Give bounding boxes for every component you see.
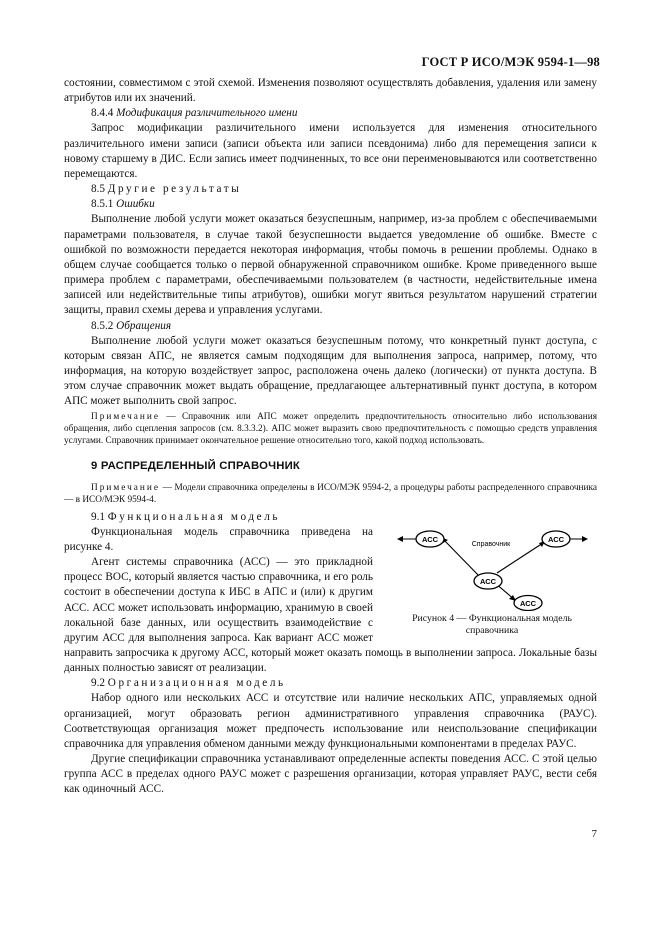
section-number: 8.5.2 [91, 319, 114, 332]
section-number: 9.1 [91, 510, 105, 523]
section-title: Обращения [116, 319, 172, 332]
section-heading-8-5-1 [64, 197, 597, 212]
section-number: 8.4.4 [91, 107, 114, 120]
directory-label: Справочник [471, 540, 511, 548]
acc-label: АСС [479, 576, 497, 586]
section-heading-9-2 [64, 676, 597, 691]
page-content [64, 76, 597, 798]
section-title: Другие результаты [107, 183, 242, 196]
section-heading-8-5-2 [64, 319, 597, 334]
section-title: Функциональная модель [107, 510, 281, 523]
paragraph: Набор одного или нескольких АСС и отсутствие или наличие нескольких АПС, управляемых одной организацией, могут образовать регион административного управления справочника (РАУС). Соответствующая организация может предпочесть использование или неиспользование спецификации справочника для управления обменом данными между функциональными компонентами в пределах РАУС. [64, 692, 597, 750]
arrowhead [397, 536, 403, 542]
section-title: Организационная модель [107, 677, 286, 690]
acc-label: АСС [421, 534, 439, 544]
note-paragraph [64, 483, 597, 507]
acc-label: АСС [519, 598, 537, 608]
section-number: 9.2 [91, 677, 105, 690]
section-number: 8.5 [91, 183, 105, 196]
chapter-heading: 9 РАСПРЕДЕЛЕННЫЙ СПРАВОЧНИК [91, 459, 301, 472]
paragraph: Запрос модификации различительного имени используется для изменения относительного различительного имени записи (записи объекта или записи псевдонима) либо для перемещения записи к новому старшему в ДИС. Если запись имеет подчиненных, то все они переименовываются или соответственно перемещаются. [64, 122, 597, 180]
paragraph: Функциональная модель справочника приведена на рисунке 4. [64, 525, 373, 553]
section-title: Модификация различительного имени [116, 107, 298, 120]
paragraph: Выполнение любой услуги может оказаться безуспешным, например, из-за проблем с обеспечиваемыми параметрами пользователя, в случае такой безуспешности выдается уведомление об ошибке. Вместе с ошибкой по возможности передается некоторая информация, чтобы помочь в решении проблемы. Однако в общем случае сообщается только о первой обнаруженной справочником ошибке. Кроме приведенного выше примера проблем с параметрами, обеспечиваемыми пользователем (в частности, недействительные имена записей или недействительные типы атрибутов), ошибки могут явиться результатом нарушений стратегии защиты, правил схемы дерева и управления услугами. [64, 213, 597, 317]
section-number: 8.5.1 [91, 198, 114, 211]
paragraph: состоянии, совместимом с этой схемой. Изменения позволяют осуществлять добавления, удаления или замену атрибутов или их значений. [64, 77, 597, 105]
note-label: Примечание [91, 412, 160, 423]
paragraph: Другие спецификации справочника устанавливают определенные аспекты поведения АСС. С этой целью группа АСС в пределах одного РАУС может с разрешения организации, которая управляет РАУС, вести себя как одиночный АСС. [64, 753, 597, 796]
paragraph: Агент системы справочника (АСС) — это прикладной процесс ВОС, который является частью справочника, и его роль состоит в обеспечении доступа к ИБС в АПС и (или) к другим АСС. АСС может использовать информацию, хранимую в своей локальной базе данных, или осуществить взаимодействие с другим АСС для выполнения запроса. Как вариант АСС может направить запросчика к другому АСС, который может оказать помощь в выполнении запроса. Локальные базы данных полностью зависят от реализации. [64, 556, 597, 675]
functional-model-diagram [387, 525, 597, 611]
page-number: 7 [591, 828, 597, 840]
section-heading-8-4-4 [64, 106, 597, 121]
section-title: Ошибки [116, 198, 155, 211]
figure-4 [387, 525, 597, 637]
section-heading-9-1 [64, 510, 597, 525]
figure-caption: Рисунок 4 — Функциональная модель справочника [412, 612, 572, 636]
note-label: Примечание [91, 482, 160, 493]
note-paragraph [64, 412, 597, 447]
acc-label: АСС [547, 534, 565, 544]
note-text: — Справочник или АПС может определить предпочтительность относительно либо использования обращения, либо сцепления запросов (см. 8.3.3.2). АПС может выразить свою предпочтительность с помощью средств управления услугами. Справочник принимает окончательное решение относительно того, какой подход использовать. [64, 412, 597, 447]
note-text: — Модели справочника определены в ИСО/МЭК 9594-2, а процедуры работы распределенного справочника — в ИСО/МЭК 9594-4. [64, 482, 598, 505]
paragraph: Выполнение любой услуги может оказаться безуспешным потому, что конкретный пункт доступа, с которым связан АПС, не является самым подходящим для выполнения запроса, например, потому, что информация, на которую воздействует запрос, расположена очень далеко (логически) от пункта доступа. В этом случае справочник может выдать обращение, предлагающее альтернативный пункт доступа, в котором АПС может выполнить свой запрос. [64, 334, 597, 408]
section-heading-8-5 [64, 182, 597, 197]
page-header: ГОСТ Р ИСО/МЭК 9594-1—98 [421, 55, 600, 69]
arrowhead [582, 536, 588, 542]
